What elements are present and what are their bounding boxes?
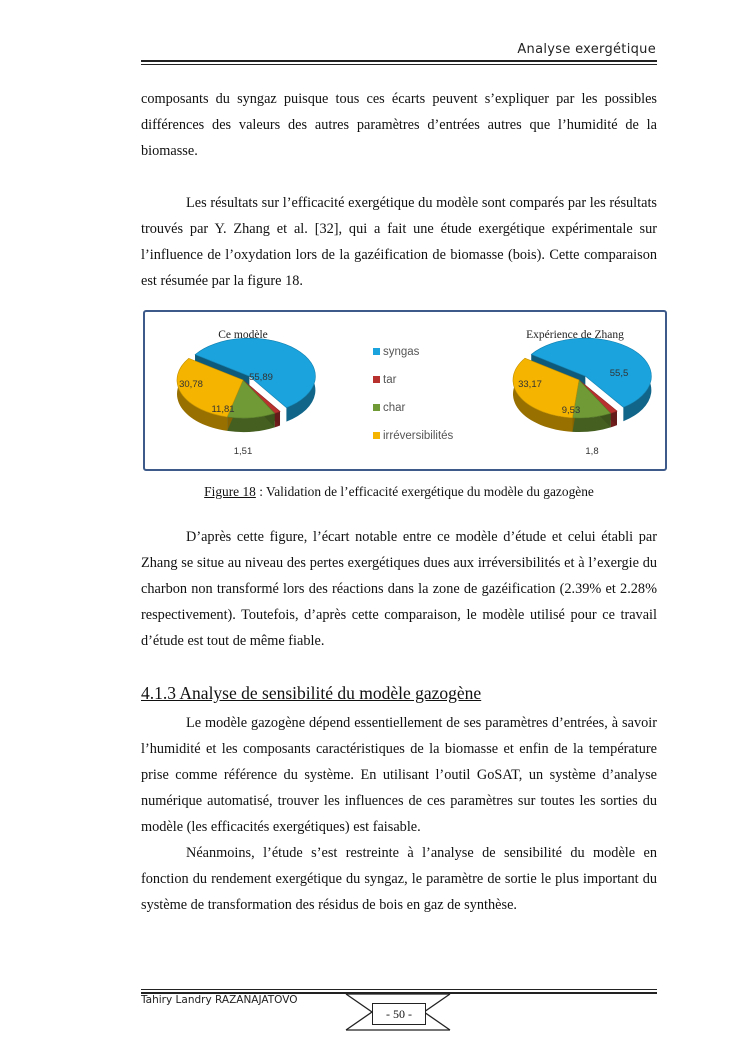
legend-swatch-char: [373, 404, 380, 411]
pie-charts-svg: [145, 312, 665, 469]
paragraph-1: composants du syngaz puisque tous ces écarts peuvent s’expliquer par les possibles différences des valeurs des autres paramètres d’entrées autres que l’humidité de la biomasse.: [141, 91, 657, 159]
header-rule-thin: [141, 64, 657, 65]
legend-swatch-tar: [373, 376, 380, 383]
legend-label-char: char: [383, 402, 406, 414]
pie-0-label-char: 11,81: [211, 404, 235, 415]
footer-rule-thin: [141, 989, 657, 990]
pie-0-label-irréversibilités: 30,78: [179, 379, 203, 390]
pie-1-label-char: 9,53: [561, 405, 581, 416]
page-number: - 50 -: [372, 1003, 426, 1025]
legend-label-tar: tar: [383, 374, 397, 386]
pie-0-label-tar: 1,51: [233, 446, 253, 457]
legend-swatch-irréversibilités: [373, 432, 380, 439]
pie-1-label-irréversibilités: 33,17: [518, 379, 542, 390]
footer-author: Tahiry Landry RAZANAJATOVO: [141, 994, 298, 1006]
paragraph-3: D’après cette figure, l’écart notable entre ce modèle d’étude et celui établi par Zhang se situe au niveau des pertes exergétiques dues aux irréversibilités et à l’exergie du charbon non transformé lors des réactions dans la zone de gazéification (2.39% et 2.28% respectivement). Toutefois, d’après cette comparaison, le modèle utilisé pour ce travail d’étude est tout de même fiable.: [141, 529, 657, 649]
running-header-title: Analyse exergétique: [517, 42, 656, 57]
pie-0-label-syngas: 55,89: [249, 372, 273, 383]
figure-label: Figure 18: [204, 484, 256, 499]
legend-swatch-syngas: [373, 348, 380, 355]
section-heading: 4.1.3 Analyse de sensibilité du modèle gazogène: [141, 683, 482, 703]
pie-1-label-tar: 1,8: [585, 446, 599, 457]
header-rule-thick: [141, 60, 657, 62]
paragraph-4: Le modèle gazogène dépend essentiellement de ses paramètres d’entrées, à savoir l’humidité et les composants caractéristiques de la biomasse et enfin de la température prise comme référence du système. En utilisant l’outil GoSAT, un système d’analyse numérique automatisé, trouver les influences de ces paramètres sur toutes les sorties du modèle (les efficacités exergétiques) est faisable.: [141, 715, 657, 835]
legend-label-syngas: syngas: [383, 346, 420, 358]
figure-18-chart: [143, 310, 667, 471]
legend-label-irréversibilités: irréversibilités: [383, 430, 454, 442]
paragraph-5: Néanmoins, l’étude s’est restreinte à l’analyse de sensibilité du modèle en fonction du rendement exergétique du syngaz, le paramètre de sortie le plus important du système de transformation des résidus de bois en gaz de synthèse.: [141, 845, 657, 913]
pie-1-label-syngas: 55,5: [609, 368, 629, 379]
figure-caption-text: : Validation de l’efficacité exergétique du modèle du gazogène: [255, 484, 594, 499]
pie-1-title: Expérience de Zhang: [526, 329, 624, 341]
pie-0-title: Ce modèle: [218, 329, 268, 341]
paragraph-2: Les résultats sur l’efficacité exergétique du modèle sont comparés par les résultats trouvés par Y. Zhang et al. [32], qui a fait une étude exergétique expérimentale sur l’influence de l’oxydation lors de la gazéification de biomasse (bois). Cette comparaison est résumée par la figure 18.: [141, 195, 657, 289]
figure-caption: [141, 484, 657, 500]
